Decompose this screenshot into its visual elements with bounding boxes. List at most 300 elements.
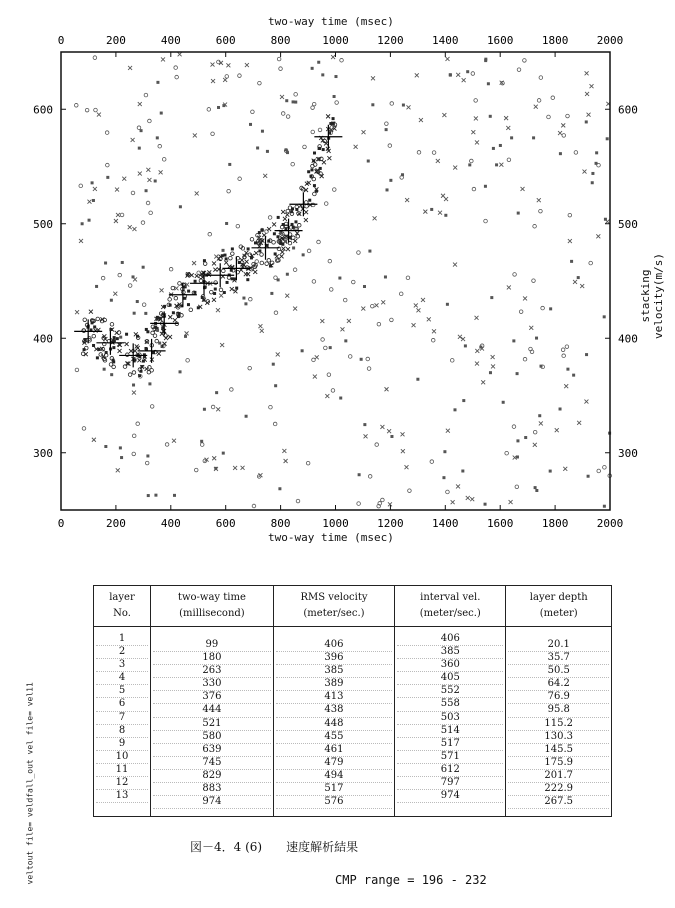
semblance-point: [475, 316, 479, 320]
semblance-point: [208, 232, 212, 236]
semblance-point: [278, 487, 281, 490]
table-cell: 2: [96, 646, 148, 659]
semblance-point: [549, 470, 552, 473]
semblance-point: [529, 326, 533, 330]
semblance-point: [312, 280, 316, 284]
semblance-point: [219, 288, 223, 292]
semblance-point: [561, 123, 565, 127]
semblance-point: [481, 380, 485, 384]
semblance-point: [329, 288, 333, 292]
semblance-point: [360, 358, 363, 361]
semblance-point: [358, 473, 361, 476]
semblance-point: [539, 209, 543, 213]
semblance-point: [74, 103, 78, 107]
semblance-point: [144, 93, 148, 97]
semblance-point: [226, 63, 230, 67]
semblance-point: [155, 339, 159, 343]
table-cell: 6: [96, 698, 148, 711]
semblance-point: [523, 59, 527, 63]
semblance-point: [492, 147, 495, 150]
semblance-point: [258, 249, 261, 252]
semblance-point: [245, 415, 248, 418]
semblance-point: [109, 328, 112, 331]
semblance-point: [282, 449, 286, 453]
semblance-point: [153, 334, 157, 338]
table-cell: 9: [96, 738, 148, 751]
semblance-point: [224, 261, 228, 265]
semblance-point: [516, 439, 519, 442]
x-tick-label: 400: [160, 517, 181, 530]
x-tick-label: 600: [215, 517, 236, 530]
table-cell: 13: [96, 790, 148, 803]
semblance-point: [230, 388, 234, 392]
semblance-point: [283, 217, 287, 221]
semblance-point: [574, 151, 578, 155]
semblance-point: [321, 338, 325, 342]
table-cell: 883: [153, 783, 271, 796]
semblance-point: [156, 329, 159, 332]
semblance-point: [301, 349, 304, 352]
semblance-point: [367, 160, 370, 163]
semblance-point: [573, 280, 577, 284]
semblance-point: [128, 66, 132, 70]
y-tick-label: 500: [33, 217, 53, 231]
semblance-point: [344, 339, 347, 342]
semblance-point: [129, 349, 133, 353]
table-cell: 438: [276, 704, 392, 717]
semblance-point: [285, 99, 288, 102]
semblance-point: [103, 368, 106, 371]
semblance-point: [405, 198, 409, 202]
semblance-point: [559, 152, 562, 155]
semblance-point: [446, 57, 450, 61]
semblance-point: [230, 287, 234, 291]
semblance-point: [385, 128, 388, 131]
semblance-point: [138, 147, 141, 150]
semblance-point: [225, 222, 228, 225]
semblance-point: [549, 307, 552, 310]
semblance-point: [85, 108, 89, 112]
semblance-point: [193, 291, 196, 294]
semblance-point: [235, 287, 238, 290]
semblance-point: [590, 84, 594, 88]
semblance-point: [187, 303, 190, 306]
semblance-point: [295, 208, 298, 211]
semblance-point: [371, 103, 374, 106]
semblance-point: [187, 290, 190, 293]
x-tick-label: 2000: [596, 34, 624, 47]
semblance-point: [268, 216, 272, 220]
semblance-point: [267, 259, 271, 263]
semblance-point: [585, 120, 588, 123]
semblance-point: [566, 368, 569, 371]
semblance-point: [533, 224, 537, 228]
header-rms-velocity: RMS velocity (meter/sec.): [273, 586, 394, 627]
table-cell: 797: [397, 777, 503, 790]
semblance-point: [284, 148, 287, 151]
semblance-point: [512, 425, 516, 429]
table-cell: 7: [96, 712, 148, 725]
semblance-point: [456, 73, 460, 77]
x-tick-label: 1200: [377, 34, 404, 47]
semblance-point: [335, 101, 339, 105]
semblance-point: [357, 502, 361, 506]
semblance-point: [138, 102, 142, 106]
velocity-pick: [252, 236, 280, 260]
semblance-point: [213, 292, 216, 295]
table-cell: 64.2: [508, 678, 609, 691]
x-tick-label: 1400: [432, 34, 459, 47]
semblance-point: [244, 272, 248, 276]
table-cell: 503: [397, 712, 503, 725]
semblance-point: [148, 119, 152, 123]
semblance-point: [587, 475, 590, 478]
semblance-point: [231, 247, 234, 250]
table-cell: 517: [397, 738, 503, 751]
semblance-point: [577, 421, 581, 425]
semblance-point: [532, 279, 536, 283]
semblance-point: [363, 423, 366, 426]
semblance-point: [162, 158, 166, 162]
semblance-point: [136, 335, 139, 338]
table-cell: 406: [276, 639, 392, 652]
semblance-point: [307, 249, 311, 253]
semblance-point: [583, 170, 587, 174]
semblance-point: [442, 476, 445, 479]
semblance-point: [333, 95, 336, 98]
table-cell: 99: [153, 639, 271, 652]
semblance-point: [211, 132, 215, 136]
semblance-point: [294, 220, 297, 223]
semblance-point: [563, 467, 567, 471]
semblance-point: [293, 268, 297, 272]
semblance-point: [562, 354, 566, 358]
semblance-point: [286, 247, 290, 251]
semblance-point: [585, 71, 589, 75]
semblance-point: [128, 225, 132, 229]
x-tick-label: 1400: [432, 517, 459, 530]
semblance-point: [505, 451, 509, 455]
table-cell: 360: [397, 659, 503, 672]
semblance-point: [390, 435, 393, 438]
semblance-point: [203, 262, 207, 266]
semblance-point: [144, 312, 147, 315]
semblance-point: [311, 130, 315, 134]
semblance-point: [254, 251, 258, 255]
semblance-point: [535, 337, 538, 340]
table-cell: 175.9: [508, 757, 609, 770]
semblance-point: [412, 323, 416, 327]
semblance-point: [147, 494, 150, 497]
semblance-point: [322, 160, 326, 164]
semblance-point: [178, 282, 182, 286]
semblance-point: [414, 303, 418, 307]
semblance-point: [145, 189, 148, 192]
table-cell: 461: [276, 744, 392, 757]
semblance-point: [258, 473, 262, 477]
semblance-point: [265, 230, 269, 234]
semblance-point: [109, 363, 113, 367]
semblance-point: [174, 66, 178, 70]
semblance-point: [112, 346, 115, 349]
semblance-point: [277, 216, 280, 219]
semblance-point: [269, 265, 272, 268]
table-cell: 201.7: [508, 770, 609, 783]
table-header-row: [94, 586, 611, 627]
semblance-point: [184, 335, 187, 338]
semblance-point: [286, 209, 290, 213]
semblance-point: [326, 114, 330, 118]
semblance-point: [331, 55, 335, 59]
semblance-point: [142, 303, 146, 307]
semblance-point: [253, 270, 257, 274]
semblance-point: [94, 108, 98, 112]
semblance-point: [603, 315, 606, 318]
semblance-point: [584, 400, 588, 404]
velocity-pick: [138, 339, 166, 363]
semblance-point: [75, 310, 79, 314]
semblance-point: [313, 151, 316, 154]
velocity-pick: [119, 343, 147, 367]
semblance-point: [343, 298, 347, 302]
semblance-point: [203, 259, 206, 262]
semblance-point: [194, 468, 198, 472]
semblance-point: [147, 178, 151, 182]
table-cell: 145.5: [508, 744, 609, 757]
semblance-point: [561, 348, 565, 352]
semblance-point: [348, 355, 352, 359]
semblance-point: [284, 459, 288, 463]
semblance-point: [131, 191, 135, 195]
semblance-point: [140, 129, 143, 132]
table-cell: 521: [153, 718, 271, 731]
semblance-point: [523, 296, 527, 300]
semblance-point: [210, 290, 214, 294]
semblance-point: [241, 466, 245, 470]
semblance-point: [293, 307, 297, 311]
semblance-point: [120, 213, 124, 217]
semblance-point: [566, 114, 570, 118]
semblance-point: [122, 177, 126, 181]
col-rms-velocity: [273, 627, 394, 817]
semblance-point: [133, 312, 136, 315]
semblance-point: [489, 371, 492, 374]
semblance-point: [401, 173, 404, 176]
semblance-point: [125, 333, 128, 336]
semblance-point: [274, 311, 278, 315]
semblance-point: [535, 489, 538, 492]
semblance-point: [317, 61, 320, 64]
semblance-point: [160, 288, 164, 292]
x-tick-label: 1600: [486, 34, 514, 47]
semblance-point: [570, 260, 573, 263]
semblance-point: [466, 70, 469, 73]
table-cell: 385: [397, 646, 503, 659]
table-cell: 4: [96, 672, 148, 685]
semblance-point: [408, 489, 412, 493]
table-cell: 263: [153, 665, 271, 678]
x-axis-title-bottom: two-way time (msec): [268, 531, 394, 544]
semblance-point: [116, 337, 119, 340]
semblance-point: [332, 117, 335, 120]
y-tick-label: 300: [618, 446, 638, 460]
x-tick-label: 1000: [322, 34, 349, 47]
table-cell: 405: [397, 672, 503, 685]
semblance-point: [532, 136, 535, 139]
semblance-point: [329, 346, 332, 349]
table-cell: 580: [153, 731, 271, 744]
semblance-point: [313, 375, 317, 379]
semblance-point: [258, 81, 262, 85]
semblance-point: [93, 56, 97, 60]
semblance-point: [175, 75, 179, 79]
y-tick-label: 400: [618, 332, 638, 346]
semblance-point: [327, 373, 331, 377]
semblance-point: [513, 273, 517, 277]
semblance-point: [222, 249, 225, 252]
semblance-point: [517, 68, 521, 72]
semblance-point: [266, 150, 269, 153]
semblance-point: [215, 391, 218, 394]
semblance-point: [446, 303, 449, 306]
table-cell: 10: [96, 751, 148, 764]
semblance-point: [119, 446, 122, 449]
semblance-point: [585, 92, 589, 96]
semblance-point: [250, 237, 254, 241]
table-cell: 396: [276, 652, 392, 665]
semblance-point: [506, 126, 510, 130]
semblance-point: [551, 96, 555, 100]
semblance-point: [443, 450, 446, 453]
table-cell: 180: [153, 652, 271, 665]
semblance-point: [507, 285, 511, 289]
semblance-point: [317, 240, 321, 244]
semblance-point: [142, 360, 145, 363]
semblance-point: [252, 504, 256, 508]
semblance-point: [223, 254, 226, 257]
semblance-point: [321, 73, 324, 76]
semblance-point: [79, 184, 83, 188]
semblance-point: [216, 308, 220, 312]
semblance-point: [267, 240, 270, 243]
table-cell: 455: [276, 731, 392, 744]
table-cell: 95.8: [508, 704, 609, 717]
semblance-point: [329, 122, 332, 125]
table-cell: 517: [276, 783, 392, 796]
semblance-point: [451, 500, 455, 504]
semblance-point: [178, 52, 182, 56]
semblance-point: [273, 422, 277, 426]
semblance-point: [233, 277, 236, 280]
semblance-point: [225, 257, 228, 260]
semblance-point: [604, 218, 607, 221]
semblance-point: [363, 285, 366, 288]
semblance-point: [401, 449, 405, 453]
semblance-point: [281, 247, 285, 251]
semblance-point: [371, 76, 375, 80]
table-cell: 514: [397, 725, 503, 738]
semblance-point: [284, 239, 287, 242]
semblance-point: [375, 443, 379, 447]
semblance-point: [449, 74, 452, 77]
semblance-point: [137, 358, 141, 362]
x-tick-label: 1800: [541, 517, 569, 530]
semblance-point: [245, 63, 249, 67]
side-file-label: veltout file= veldfall_out vel file= vel11: [25, 682, 35, 885]
semblance-point: [303, 145, 307, 149]
x-tick-label: 800: [270, 517, 291, 530]
semblance-point: [311, 106, 315, 110]
semblance-point: [340, 327, 344, 331]
semblance-point: [281, 210, 285, 214]
semblance-point: [96, 317, 100, 321]
semblance-point: [92, 438, 96, 442]
semblance-point: [487, 82, 490, 85]
semblance-point: [286, 115, 290, 119]
semblance-point: [247, 247, 250, 250]
semblance-point: [128, 373, 132, 377]
semblance-point: [255, 260, 259, 264]
semblance-point: [132, 434, 136, 438]
semblance-point: [158, 342, 161, 345]
semblance-point: [92, 199, 95, 202]
semblance-point: [216, 407, 220, 411]
table-cell: 552: [397, 685, 503, 698]
semblance-point: [385, 122, 389, 126]
col-two-way-time: [151, 627, 274, 817]
semblance-point: [516, 455, 519, 458]
semblance-point: [347, 319, 351, 323]
semblance-point: [415, 73, 419, 77]
semblance-point: [368, 250, 371, 253]
semblance-point: [524, 436, 527, 439]
semblance-point: [207, 108, 211, 112]
semblance-point: [306, 461, 310, 465]
semblance-point: [211, 63, 215, 67]
semblance-point: [145, 461, 149, 465]
semblance-point: [189, 308, 193, 312]
table-cell: 330: [153, 678, 271, 691]
semblance-point: [223, 291, 226, 294]
table-cell: 479: [276, 757, 392, 770]
semblance-point: [466, 496, 470, 500]
semblance-point: [81, 352, 85, 356]
semblance-point: [132, 227, 136, 231]
semblance-point: [160, 112, 163, 115]
semblance-point: [192, 261, 196, 265]
semblance-point: [354, 145, 358, 149]
semblance-point: [214, 255, 218, 259]
table-cell: 576: [276, 796, 392, 809]
semblance-point: [203, 408, 206, 411]
semblance-point: [106, 163, 110, 167]
velocity-table: [93, 585, 612, 817]
semblance-point: [106, 176, 109, 179]
table-cell: 745: [153, 757, 271, 770]
semblance-point: [274, 276, 278, 280]
semblance-point: [591, 172, 594, 175]
semblance-point: [462, 399, 465, 402]
semblance-point: [361, 307, 365, 311]
semblance-point: [280, 95, 284, 99]
semblance-point: [148, 382, 151, 385]
semblance-point: [441, 194, 445, 198]
table-cell: 558: [397, 698, 503, 711]
semblance-point: [381, 498, 385, 502]
y-axis-title-right: stacking velocity(m/s): [639, 252, 665, 340]
semblance-point: [285, 213, 289, 217]
semblance-point: [277, 57, 281, 61]
